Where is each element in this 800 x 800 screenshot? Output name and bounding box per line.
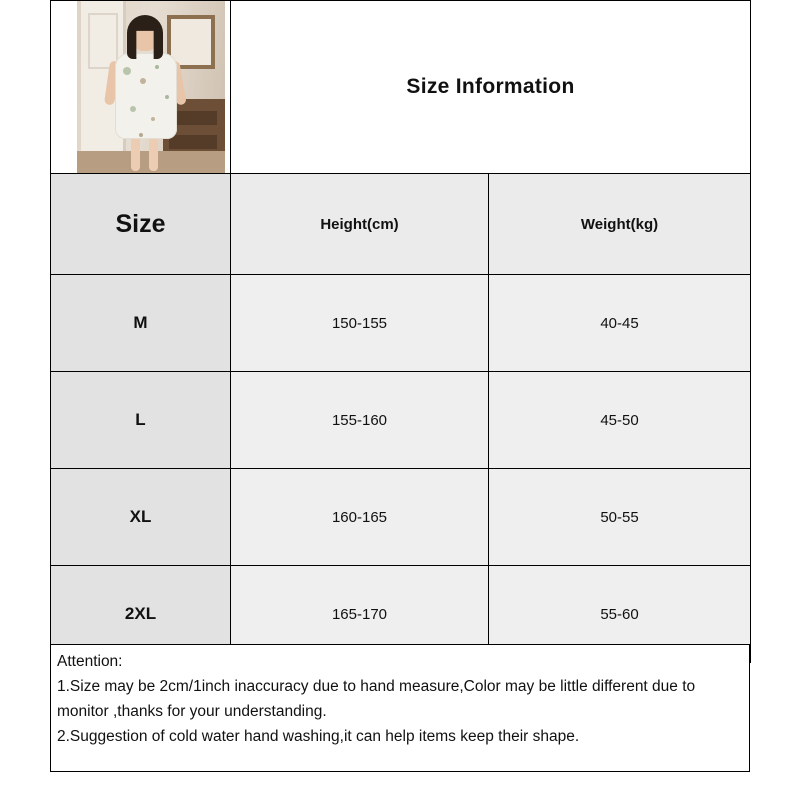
cell-weight: 50-55	[489, 469, 751, 566]
size-information-table	[50, 0, 751, 663]
attention-line-1: 1.Size may be 2cm/1inch inaccuracy due to hand measure,Color may be little different due to monitor ,thanks for your understanding.	[57, 678, 700, 720]
cell-height: 155-160	[231, 372, 489, 469]
page-title: Size Information	[231, 1, 751, 174]
cell-weight: 45-50	[489, 372, 751, 469]
cell-size: M	[51, 275, 231, 372]
product-photo	[77, 1, 225, 173]
table-row	[51, 275, 751, 372]
product-photo-cell	[51, 1, 231, 174]
column-header-weight: Weight(kg)	[489, 174, 751, 275]
cell-weight: 40-45	[489, 275, 751, 372]
photo-model-leg-left	[131, 135, 140, 171]
column-header-height: Height(cm)	[231, 174, 489, 275]
cell-height: 165-170	[231, 566, 489, 663]
cell-size: L	[51, 372, 231, 469]
cell-weight: 55-60	[489, 566, 751, 663]
cell-height: 160-165	[231, 469, 489, 566]
attention-note	[50, 644, 750, 772]
table-header-row	[51, 174, 751, 275]
photo-model-leg-right	[149, 135, 158, 171]
cell-height: 150-155	[231, 275, 489, 372]
cell-size: 2XL	[51, 566, 231, 663]
table-row	[51, 372, 751, 469]
attention-line-2: 2.Suggestion of cold water hand washing,it can help items keep their shape.	[57, 728, 580, 745]
attention-heading: Attention:	[57, 653, 123, 670]
cell-size: XL	[51, 469, 231, 566]
table-title-row	[51, 1, 751, 174]
table-row	[51, 469, 751, 566]
photo-model-dress	[115, 53, 177, 139]
column-header-size: Size	[51, 174, 231, 275]
